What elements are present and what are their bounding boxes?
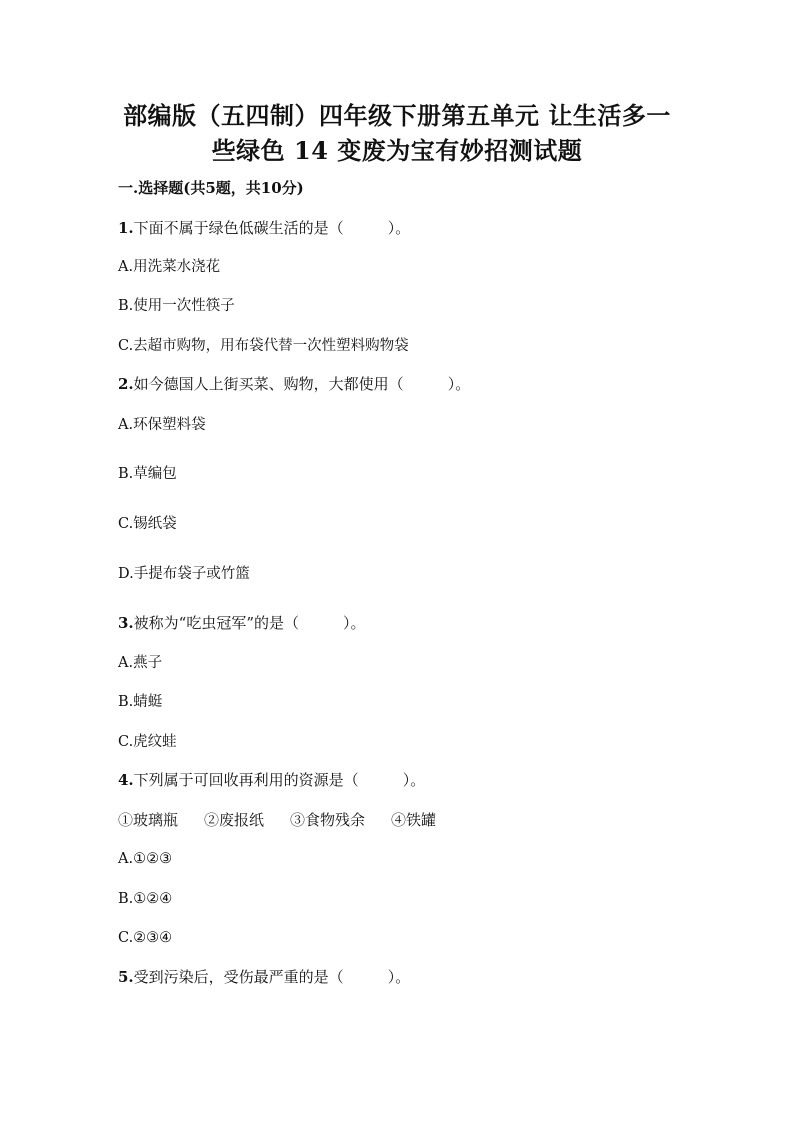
question-stem: 被称为“吃虫冠军”的是（ (133, 614, 300, 632)
question-4 (118, 770, 425, 790)
item-food-scraps: ③食物残余 (290, 811, 366, 829)
question-number: 4. (118, 771, 134, 789)
question-stem-end: ）。 (447, 375, 471, 393)
item-iron-can: ④铁罐 (391, 811, 437, 829)
page-title-line-2: 些绿色 14 变废为宝有妙招测试题 (211, 136, 583, 165)
option-1c: C.去超市购物，用布袋代替一次性塑料购物袋 (118, 338, 409, 354)
question-stem: 如今德国人上街买菜、购物，大都使用（ (133, 375, 404, 393)
question-1 (118, 218, 410, 238)
question-stem: 受到污染后，受伤最严重的是（ (133, 968, 344, 986)
question-5 (118, 967, 410, 987)
section-heading: 一.选择题(共5题，共10分) (118, 179, 304, 197)
question-stem: 下列属于可回收再利用的资源是（ (133, 771, 359, 789)
option-1a: A.用洗菜水浇花 (118, 259, 221, 275)
option-4a: A.①②③ (118, 851, 173, 867)
option-3b: B.蜻蜓 (118, 694, 163, 710)
question-number: 5. (118, 968, 134, 986)
option-2b: B.草编包 (118, 466, 177, 482)
option-3c: C.虎纹蛙 (118, 734, 177, 750)
option-3a: A.燕子 (118, 655, 163, 671)
option-2c: C.锡纸袋 (118, 516, 177, 532)
question-number: 3. (118, 614, 134, 632)
question-stem: 下面不属于绿色低碳生活的是（ (133, 219, 344, 237)
question-stem-end: ）。 (387, 219, 411, 237)
item-glass-bottle: ①玻璃瓶 (118, 811, 179, 829)
question-2 (118, 374, 470, 394)
question-stem-end: ）。 (402, 771, 426, 789)
option-2a: A.环保塑料袋 (118, 417, 206, 433)
option-2d: D.手提布袋子或竹篮 (118, 566, 250, 582)
option-1b: B.使用一次性筷子 (118, 298, 235, 314)
option-4c: C.②③④ (118, 930, 173, 946)
question-number: 1. (118, 219, 134, 237)
question-4-items (118, 810, 436, 830)
option-4b: B.①②④ (118, 891, 173, 907)
question-stem-end: ）。 (343, 614, 366, 632)
item-waste-newspaper: ②废报纸 (204, 811, 265, 829)
question-number: 2. (118, 375, 134, 393)
question-stem-end: ）。 (387, 968, 411, 986)
page-title-line-1: 部编版（五四制）四年级下册第五单元 让生活多一 (123, 101, 671, 130)
question-3 (118, 613, 366, 633)
